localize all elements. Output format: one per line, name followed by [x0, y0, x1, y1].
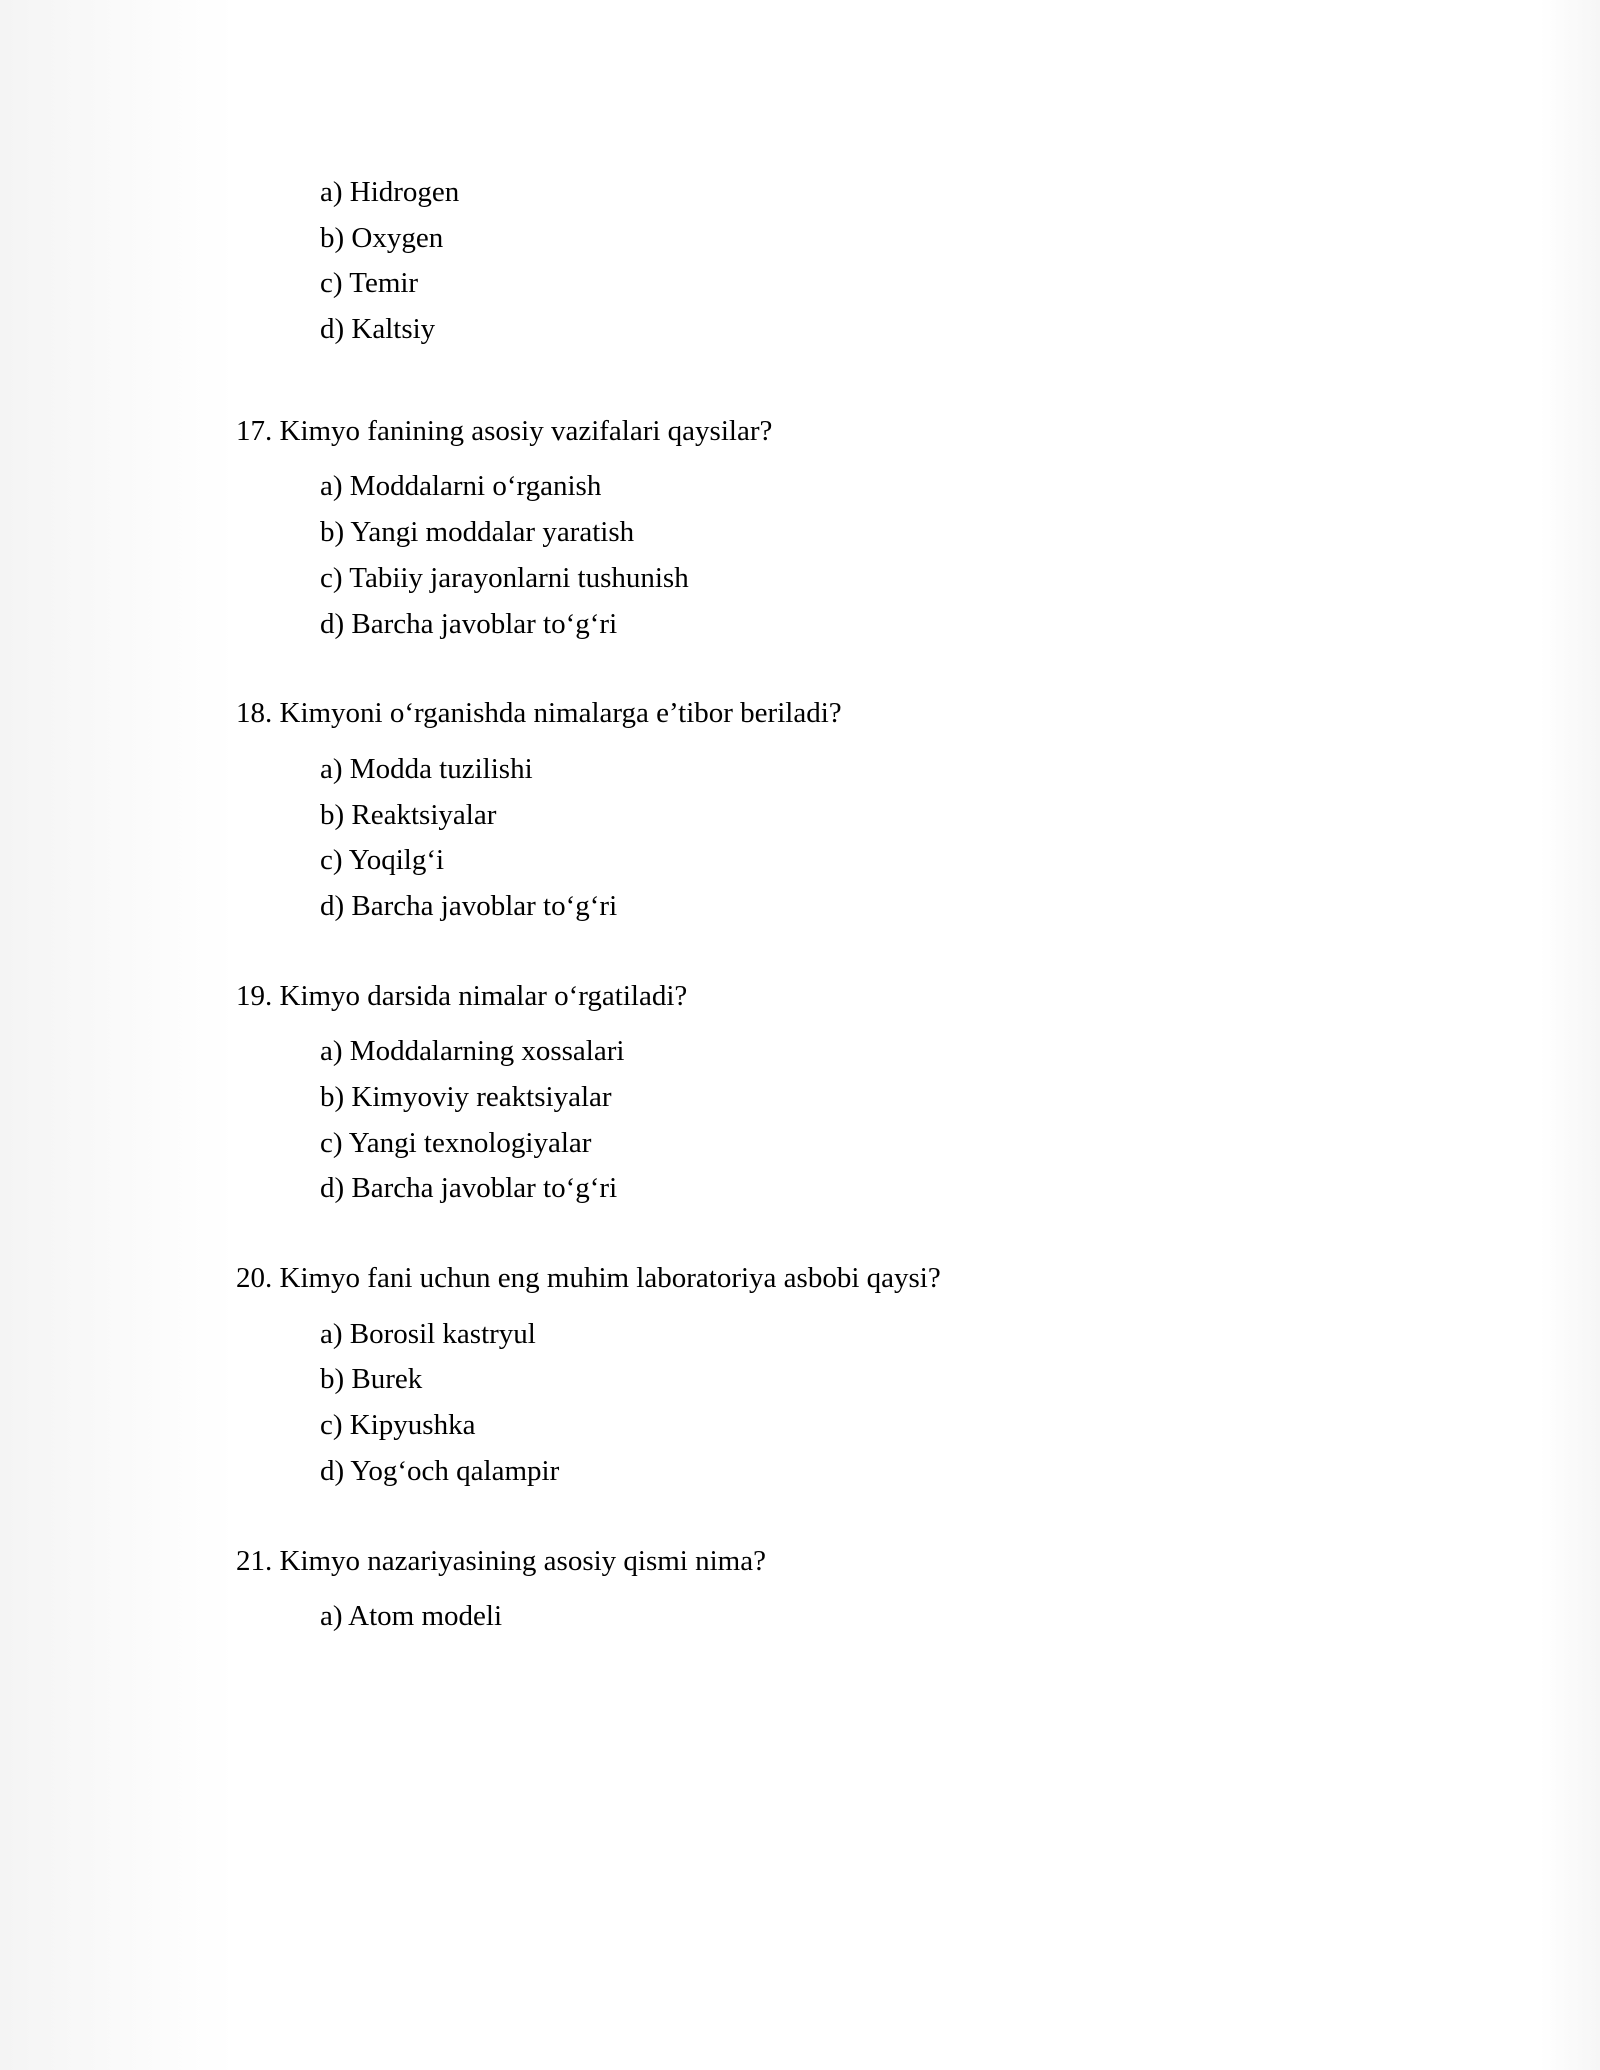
question-block	[236, 170, 1356, 353]
option-item: b) Oxygen	[320, 221, 444, 254]
option-item: c) Tabiiy jarayonlarni tushunish	[320, 561, 689, 594]
option-item: a) Modda tuzilishi	[320, 752, 533, 785]
option-item: c) Kipyushka	[320, 1409, 476, 1442]
option-item: a) Atom modeli	[320, 1600, 503, 1633]
question-block	[236, 413, 1356, 647]
option-item: c) Yangi texnologiyalar	[320, 1126, 592, 1159]
question-text: 18. Kimyoni o‘rganishda nimalarga e’tibor beriladi?	[236, 697, 842, 730]
question-block	[236, 1260, 1356, 1494]
option-item: a) Borosil kastryul	[320, 1317, 536, 1350]
option-item: d) Barcha javoblar to‘g‘ri	[320, 607, 618, 640]
option-item: c) Yoqilg‘i	[320, 844, 445, 877]
document-content	[236, 170, 1356, 1688]
option-item: d) Barcha javoblar to‘g‘ri	[320, 889, 618, 922]
question-text: 20. Kimyo fani uchun eng muhim laboratoriya asbobi qaysi?	[236, 1262, 941, 1295]
option-item: b) Burek	[320, 1363, 423, 1396]
option-item: a) Moddalarni o‘rganish	[320, 470, 602, 503]
option-list	[236, 1312, 1356, 1495]
question-text: 19. Kimyo darsida nimalar o‘rgatiladi?	[236, 979, 688, 1012]
option-item: b) Kimyoviy reaktsiyalar	[320, 1081, 612, 1113]
option-item: b) Yangi moddalar yaratish	[320, 516, 635, 549]
option-list	[236, 1029, 1356, 1212]
question-text: 21. Kimyo nazariyasining asosiy qismi nima?	[236, 1544, 766, 1577]
question-text: 17. Kimyo fanining asosiy vazifalari qaysilar?	[236, 414, 773, 447]
option-list	[236, 170, 1356, 353]
option-item: d) Kaltsiy	[320, 313, 436, 346]
option-item: a) Moddalarning xossalari	[320, 1035, 625, 1068]
page-right-shadow	[1540, 0, 1600, 2070]
option-list	[236, 747, 1356, 930]
option-list	[236, 464, 1356, 647]
option-item: b) Reaktsiyalar	[320, 798, 497, 831]
question-block	[236, 1543, 1356, 1640]
option-item: a) Hidrogen	[320, 176, 460, 208]
option-item: d) Yog‘och qalampir	[320, 1454, 560, 1487]
option-list	[236, 1594, 1356, 1640]
question-block	[236, 978, 1356, 1212]
option-item: d) Barcha javoblar to‘g‘ri	[320, 1172, 618, 1205]
question-block	[236, 695, 1356, 929]
page-left-shadow	[0, 0, 236, 2070]
option-item: c) Temir	[320, 267, 419, 300]
